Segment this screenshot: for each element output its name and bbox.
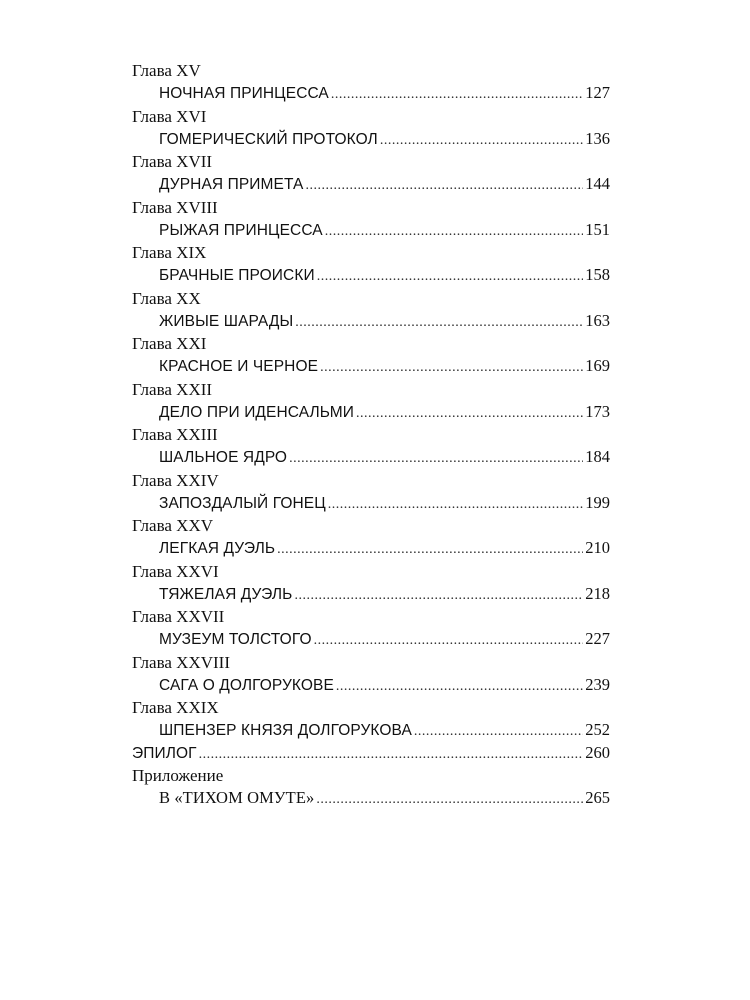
toc-entry-appendix xyxy=(132,764,610,810)
page-number: 239 xyxy=(585,674,610,694)
entry-title: ДУРНАЯ ПРИМЕТА xyxy=(159,176,304,193)
chapter-label: Глава XXIX xyxy=(132,698,219,717)
chapter-label: Глава XXV xyxy=(132,516,214,535)
page-number: 158 xyxy=(585,265,610,284)
chapter-entry xyxy=(132,446,610,469)
page-number: 127 xyxy=(585,83,610,102)
entry-title: ТЯЖЕЛАЯ ДУЭЛЬ xyxy=(159,585,293,603)
chapter-entry xyxy=(132,583,610,606)
page-number: 265 xyxy=(585,788,610,807)
chapter-entry xyxy=(132,492,610,515)
toc-chapter xyxy=(132,514,610,560)
entry-title: БРАЧНЫЕ ПРОИСКИ xyxy=(159,267,315,284)
page-number: 169 xyxy=(585,356,610,375)
chapter-label: Глава XXIII xyxy=(132,425,218,444)
toc-entry-epilogue xyxy=(132,742,610,765)
dot-leader xyxy=(317,266,584,289)
page-number: 163 xyxy=(585,310,610,330)
dot-leader xyxy=(325,221,584,244)
toc-chapter xyxy=(132,196,610,242)
dot-leader xyxy=(380,130,583,153)
chapter-label: Глава XXVI xyxy=(132,561,219,581)
chapter-entry xyxy=(132,264,610,287)
toc-chapter xyxy=(132,469,610,515)
chapter-entry xyxy=(132,628,610,651)
page-number: 218 xyxy=(585,583,610,603)
chapter-entry xyxy=(132,128,610,151)
entry-title: КРАСНОЕ И ЧЕРНОЕ xyxy=(159,358,319,375)
appendix-label: Приложение xyxy=(132,766,224,785)
page-number: 136 xyxy=(585,128,610,148)
dot-leader xyxy=(356,403,583,426)
chapter-label: Глава XXVIII xyxy=(132,652,230,672)
dot-leader xyxy=(199,744,584,767)
chapter-label: Глава XX xyxy=(132,288,201,308)
toc-chapter xyxy=(132,332,610,378)
dot-leader xyxy=(328,494,583,517)
dot-leader xyxy=(305,175,583,198)
toc-chapter xyxy=(132,241,610,287)
entry-title: РЫЖАЯ ПРИНЦЕССА xyxy=(159,221,323,239)
dot-leader xyxy=(294,585,583,608)
entry-title: НОЧНАЯ ПРИНЦЕССА xyxy=(159,85,329,102)
chapter-label: Глава XVII xyxy=(132,152,213,171)
dot-leader xyxy=(277,539,583,562)
page-number: 227 xyxy=(585,629,610,648)
entry-title: ЖИВЫЕ ШАРАДЫ xyxy=(159,312,294,330)
dot-leader xyxy=(289,448,583,471)
chapter-list xyxy=(132,59,610,742)
chapter-entry xyxy=(132,674,610,697)
chapter-entry xyxy=(132,401,610,424)
page-number: 184 xyxy=(585,447,610,466)
entry-title: ЛЕГКАЯ ДУЭЛЬ xyxy=(159,540,276,557)
chapter-entry xyxy=(132,537,610,560)
chapter-entry xyxy=(132,310,610,333)
chapter-label: Глава XXIV xyxy=(132,470,219,490)
dot-leader xyxy=(320,357,583,380)
chapter-entry xyxy=(132,719,610,742)
dot-leader xyxy=(336,676,583,699)
toc-chapter xyxy=(132,59,610,105)
entry-title: ЗАПОЗДАЛЫЙ ГОНЕЦ xyxy=(159,494,326,512)
chapter-entry xyxy=(132,173,610,196)
toc-chapter xyxy=(132,560,610,606)
page-number: 260 xyxy=(585,742,610,762)
dot-leader xyxy=(314,630,584,653)
chapter-label: Глава XVIII xyxy=(132,197,218,217)
entry-title: САГА О ДОЛГОРУКОВЕ xyxy=(159,676,334,694)
entry-title: ЭПИЛОГ xyxy=(132,744,197,762)
entry-title: ДЕЛО ПРИ ИДЕНСАЛЬМИ xyxy=(159,403,354,421)
toc-chapter xyxy=(132,696,610,742)
dot-leader xyxy=(331,84,583,107)
chapter-label: Глава XVI xyxy=(132,106,207,126)
chapter-label: Глава XXI xyxy=(132,334,207,353)
entry-title: МУЗЕУМ ТОЛСТОГО xyxy=(159,631,312,648)
chapter-entry xyxy=(132,82,610,105)
entry-title: ШПЕНЗЕР КНЯЗЯ ДОЛГОРУКОВА xyxy=(159,722,412,739)
toc-chapter xyxy=(132,378,610,424)
chapter-label: Глава XXII xyxy=(132,379,213,399)
entry-title: ШАЛЬНОЕ ЯДРО xyxy=(159,449,288,466)
page-number: 199 xyxy=(585,492,610,512)
page-number: 173 xyxy=(585,401,610,421)
page-number: 144 xyxy=(585,174,610,193)
toc-chapter xyxy=(132,651,610,697)
toc-chapter xyxy=(132,423,610,469)
toc-chapter xyxy=(132,287,610,333)
toc-chapter xyxy=(132,105,610,151)
dot-leader xyxy=(295,312,583,335)
entry-title: ГОМЕРИЧЕСКИЙ ПРОТОКОЛ xyxy=(159,130,378,148)
chapter-entry xyxy=(132,355,610,378)
chapter-label: Глава XIX xyxy=(132,243,207,262)
page-number: 151 xyxy=(585,219,610,239)
page-number: 252 xyxy=(585,720,610,739)
chapter-entry xyxy=(132,219,610,242)
chapter-label: Глава XV xyxy=(132,61,201,80)
chapter-label: Глава XXVII xyxy=(132,607,225,626)
toc-chapter xyxy=(132,150,610,196)
appendix-entry xyxy=(132,787,610,810)
toc-chapter xyxy=(132,605,610,651)
page-number: 210 xyxy=(585,538,610,557)
dot-leader xyxy=(316,789,583,812)
table-of-contents xyxy=(132,59,610,810)
dot-leader xyxy=(414,721,583,744)
entry-title: В «ТИХОМ ОМУТЕ» xyxy=(159,788,315,807)
